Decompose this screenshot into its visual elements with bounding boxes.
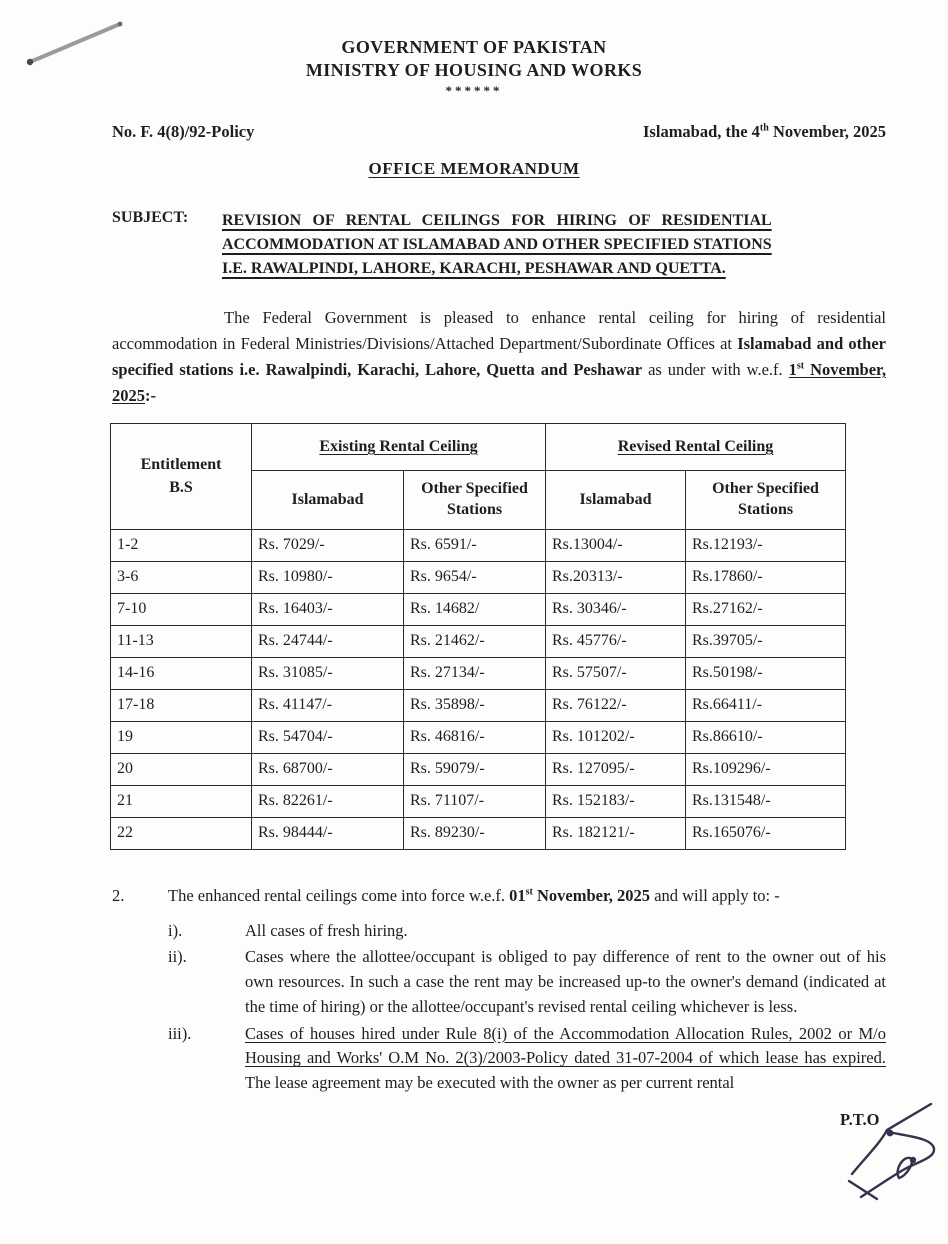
col-header-entitlement: Entitlement B.S	[111, 423, 252, 529]
table-row: 21 Rs. 82261/- Rs. 71107/- Rs. 152183/- Rs.131548/-	[111, 785, 846, 817]
paragraph-2	[112, 884, 886, 909]
list-item-ii	[168, 945, 886, 1019]
paragraph-2-number: 2.	[112, 885, 125, 905]
table-row: 7-10 Rs. 16403/- Rs. 14682/ Rs. 30346/- Rs.27162/-	[111, 593, 846, 625]
subject-line-3: I.E. RAWALPINDI, LAHORE, KARACHI, PESHAWAR AND QUETTA.	[222, 259, 726, 277]
subject-line-2: ACCOMMODATION AT ISLAMABAD AND OTHER SPECIFIED STATIONS	[222, 235, 772, 253]
list-marker: iii).	[168, 1023, 192, 1043]
paragraph-2-text: The enhanced rental ceilings come into force w.e.f. 01st November, 2025 and will apply to: -	[168, 885, 780, 905]
table-row: 1-2 Rs. 7029/- Rs. 6591/- Rs.13004/- Rs.12193/-	[111, 529, 846, 561]
signature-flourish	[795, 1096, 945, 1201]
pen-stroke-mark	[22, 12, 132, 72]
pto-label: P.T.O	[840, 1110, 880, 1129]
subject-block	[112, 209, 886, 281]
reference-number: No. F. 4(8)/92-Policy	[112, 121, 255, 141]
list-marker: i).	[168, 920, 183, 940]
place-and-date: Islamabad, the 4th November, 2025	[643, 121, 886, 141]
list-item-i	[168, 919, 886, 944]
table-row: 3-6 Rs. 10980/- Rs. 9654/- Rs.20313/- Rs.17860/-	[111, 561, 846, 593]
government-title: GOVERNMENT OF PAKISTAN	[341, 37, 607, 57]
letterhead	[0, 0, 948, 100]
table-row: 17-18 Rs. 41147/- Rs. 35898/- Rs. 76122/- Rs.66411/-	[111, 689, 846, 721]
list-item-text: Cases of houses hired under Rule 8(i) of the Accommodation Allocation Rules, 2002 or M/o Housing and Works' O.M No. 2(3)/2003-Policy dated 31-07-2004 of which lease has expired. The lease agreement may be executed with the owner as per current rental	[245, 1023, 886, 1093]
subject-text	[222, 209, 772, 281]
apply-list	[168, 919, 886, 1096]
col-header-existing: Existing Rental Ceiling	[252, 423, 546, 470]
date-ordinal: th	[759, 122, 769, 134]
effective-date: 1st November, 2025	[112, 359, 886, 405]
ministry-title: MINISTRY OF HOUSING AND WORKS	[305, 60, 643, 81]
reference-row	[112, 122, 886, 142]
table-row: 22 Rs. 98444/- Rs. 89230/- Rs. 182121/- Rs.165076/-	[111, 817, 846, 849]
subject-label: SUBJECT:	[112, 208, 189, 226]
col-header-existing-islamabad: Islamabad	[252, 470, 404, 529]
subject-line-1: REVISION OF RENTAL CEILINGS FOR HIRING OF RESIDENTIAL	[222, 211, 772, 229]
rental-ceiling-table	[110, 423, 846, 850]
table-row: 19 Rs. 54704/- Rs. 46816/- Rs. 101202/- Rs.86610/-	[111, 721, 846, 753]
list-item-text: Cases where the allottee/occupant is obliged to pay difference of rent to the owner out of his own resources. In such a case the rent may be increased up-to the owner's demand (indicated at the time of hiring) or the allottee/occupant's revised rental ceiling whichever is less.	[245, 947, 886, 1016]
underlined-rule-reference: Cases of houses hired under Rule 8(i) of the Accommodation Allocation Rules, 2002 or M/o Housing and Works' O.M No. 2(3)/2003-Policy dated 31-07-2004 of which lease has expired.	[245, 1023, 886, 1068]
table-row: 14-16 Rs. 31085/- Rs. 27134/- Rs. 57507/- Rs.50198/-	[111, 657, 846, 689]
col-header-revised: Revised Rental Ceiling	[546, 423, 846, 470]
memo-title: OFFICE MEMORANDUM	[368, 158, 580, 178]
stars-divider: ******	[445, 83, 503, 99]
bold-stations-text: Islamabad and other specified stations i.e. Rawalpindi, Karachi, Lahore, Quetta and Peshawar	[112, 333, 886, 379]
table-row: 11-13 Rs. 24744/- Rs. 21462/- Rs. 45776/- Rs.39705/-	[111, 625, 846, 657]
col-header-revised-other: Other Specified Stations	[686, 470, 846, 529]
intro-paragraph: The Federal Government is pleased to enhance rental ceiling for hiring of residential accommodation in Federal Ministries/Divisions/Attached Department/Subordinate Offices at Islamabad and other specified stations i.e. Rawalpindi, Karachi, Lahore, Quetta and Peshawar as under with w.e.f. 1st November, 2025:-	[112, 307, 886, 405]
col-header-existing-other: Other Specified Stations	[404, 470, 546, 529]
table-row: 20 Rs. 68700/- Rs. 59079/- Rs. 127095/- Rs.109296/-	[111, 753, 846, 785]
enforcement-date: 01st November, 2025	[509, 885, 651, 905]
list-item-text: All cases of fresh hiring.	[245, 920, 408, 940]
list-item-iii	[168, 1022, 886, 1096]
list-marker: ii).	[168, 947, 187, 967]
table-header-row-groups	[111, 423, 846, 470]
col-header-revised-islamabad: Islamabad	[546, 470, 686, 529]
